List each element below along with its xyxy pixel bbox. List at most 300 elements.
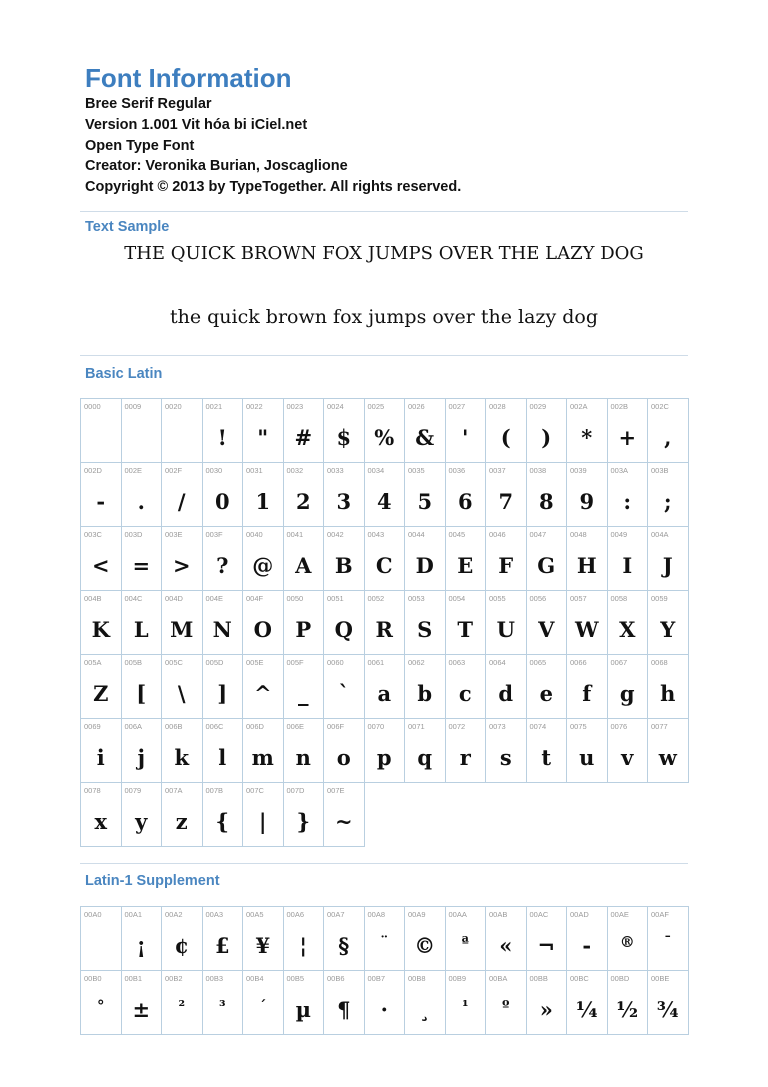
codepoint-label: 00B3 (205, 974, 224, 983)
glyph-sample: ¢ (174, 933, 190, 958)
codepoint-label: 0036 (448, 466, 466, 475)
glyph-cell (122, 971, 163, 1035)
codepoint-label: 00A9 (408, 910, 426, 919)
glyph-sample: W (574, 617, 599, 642)
glyph-cell (567, 463, 608, 527)
codepoint-label: 0041 (286, 530, 304, 539)
glyph-cell (648, 399, 689, 463)
codepoint-label: 006F (327, 722, 345, 731)
glyph-cell (648, 971, 689, 1035)
glyph-sample: ¹ (461, 997, 469, 1015)
glyph-cell (608, 971, 649, 1035)
codepoint-label: 006C (205, 722, 224, 731)
glyph-sample: ¶ (337, 997, 351, 1022)
glyph-cell (365, 399, 406, 463)
glyph-sample: L (133, 617, 149, 642)
glyph-cell (162, 463, 203, 527)
glyph-sample: ¬ (537, 933, 556, 958)
basic-latin-glyph-grid (80, 398, 689, 847)
glyph-cell (324, 527, 365, 591)
codepoint-label: 005F (286, 658, 304, 667)
glyph-sample: i (96, 745, 105, 770)
glyph-sample: & (415, 425, 435, 450)
glyph-cell (486, 719, 527, 783)
glyph-cell (446, 463, 487, 527)
glyph-cell (527, 655, 568, 719)
font-name: Bree Serif Regular (85, 96, 212, 112)
glyph-sample: b (417, 681, 433, 706)
glyph-cell (567, 527, 608, 591)
codepoint-label: 00AF (651, 910, 669, 919)
codepoint-label: 0039 (570, 466, 587, 475)
codepoint-label: 0046 (489, 530, 506, 539)
glyph-sample: ª (461, 933, 469, 951)
codepoint-label: 00AD (570, 910, 589, 919)
glyph-sample: ] (217, 681, 228, 706)
glyph-sample: Y (660, 617, 676, 642)
glyph-sample: s (499, 745, 512, 770)
glyph-sample: * (581, 425, 593, 450)
codepoint-label: 0073 (489, 722, 506, 731)
glyph-sample: · (380, 997, 388, 1022)
codepoint-label: 0032 (286, 466, 304, 475)
codepoint-label: 003E (165, 530, 183, 539)
codepoint-label: 004F (246, 594, 264, 603)
glyph-sample: o (336, 745, 351, 770)
codepoint-label: 007A (165, 786, 183, 795)
glyph-sample: ® (619, 933, 635, 951)
codepoint-label: 0045 (448, 530, 466, 539)
glyph-sample: 0 (214, 489, 230, 514)
divider (80, 863, 688, 864)
divider (80, 355, 688, 356)
codepoint-label: 0051 (327, 594, 344, 603)
codepoint-label: 002A (570, 402, 588, 411)
glyph-sample: ¯ (664, 933, 672, 951)
glyph-sample: ) (541, 425, 552, 450)
codepoint-label: 0052 (367, 594, 385, 603)
glyph-sample: ; (663, 489, 672, 514)
codepoint-label: 00AA (448, 910, 467, 919)
glyph-cell (203, 655, 244, 719)
glyph-sample: Z (93, 681, 109, 706)
glyph-cell (648, 591, 689, 655)
codepoint-label: 0031 (246, 466, 263, 475)
font-info-block (85, 94, 461, 198)
codepoint-label: 0028 (489, 402, 506, 411)
glyph-sample: r (459, 745, 471, 770)
glyph-cell (122, 719, 163, 783)
glyph-sample: ¾ (656, 997, 679, 1022)
codepoint-label: 00BB (529, 974, 548, 983)
glyph-cell (162, 907, 203, 971)
codepoint-label: 0027 (448, 402, 466, 411)
codepoint-label: 003D (124, 530, 143, 539)
codepoint-label: 0060 (327, 658, 344, 667)
glyph-sample: + (618, 425, 637, 450)
codepoint-label: 007B (205, 786, 224, 795)
glyph-sample: / (177, 489, 186, 514)
glyph-cell (122, 463, 163, 527)
glyph-cell (243, 399, 284, 463)
sample-uppercase: THE QUICK BROWN FOX JUMPS OVER THE LAZY DOG (124, 243, 644, 264)
glyph-cell (284, 971, 325, 1035)
codepoint-label: 00B8 (408, 974, 426, 983)
glyph-sample: " (257, 425, 269, 450)
text-sample-heading: Text Sample (85, 219, 170, 235)
codepoint-label: 0056 (529, 594, 547, 603)
glyph-sample: h (660, 681, 676, 706)
codepoint-label: 0078 (84, 786, 101, 795)
codepoint-label: 00BC (570, 974, 589, 983)
glyph-cell (608, 591, 649, 655)
glyph-sample: ` (338, 681, 349, 706)
codepoint-label: 005D (205, 658, 224, 667)
glyph-cell (122, 783, 163, 847)
codepoint-label: 003B (651, 466, 669, 475)
glyph-cell (324, 971, 365, 1035)
glyph-sample: f (582, 681, 592, 706)
codepoint-label: 0075 (570, 722, 587, 731)
glyph-sample: z (175, 809, 188, 834)
codepoint-label: 00A2 (165, 910, 183, 919)
glyph-sample: y (135, 809, 148, 834)
glyph-sample: µ (295, 997, 311, 1022)
glyph-cell (648, 655, 689, 719)
codepoint-label: 0023 (286, 402, 304, 411)
glyph-cell (81, 907, 122, 971)
glyph-cell (284, 719, 325, 783)
codepoint-label: 00B5 (286, 974, 305, 983)
glyph-cell (405, 655, 446, 719)
codepoint-label: 002D (84, 466, 102, 475)
glyph-cell (446, 971, 487, 1035)
glyph-cell (81, 783, 122, 847)
glyph-sample: G (537, 553, 556, 578)
codepoint-label: 006D (246, 722, 264, 731)
glyph-sample: 5 (417, 489, 433, 514)
glyph-sample: - (96, 489, 106, 514)
glyph-sample: w (658, 745, 677, 770)
glyph-sample: V (538, 617, 555, 642)
codepoint-label: 003A (610, 466, 629, 475)
codepoint-label: 0033 (327, 466, 344, 475)
glyph-sample: , (664, 425, 672, 450)
codepoint-label: 0047 (529, 530, 547, 539)
glyph-sample: u (579, 745, 595, 770)
codepoint-label: 0070 (367, 722, 385, 731)
codepoint-label: 005A (84, 658, 102, 667)
glyph-cell (608, 399, 649, 463)
glyph-cell (284, 463, 325, 527)
glyph-sample: ¦ (299, 933, 308, 958)
codepoint-label: 0057 (570, 594, 587, 603)
glyph-sample: ' (462, 425, 469, 450)
codepoint-label: 0079 (124, 786, 142, 795)
codepoint-label: 0062 (408, 658, 425, 667)
glyph-sample: 2 (295, 489, 311, 514)
latin1-supplement-glyph-grid (80, 906, 689, 1035)
codepoint-label: 002B (610, 402, 629, 411)
codepoint-label: 002E (124, 466, 143, 475)
codepoint-label: 005C (165, 658, 183, 667)
glyph-sample: : (623, 489, 632, 514)
glyph-sample: P (295, 617, 312, 642)
sample-lowercase: the quick brown fox jumps over the lazy dog (169, 306, 599, 328)
glyph-sample: v (621, 745, 634, 770)
glyph-sample: ° (97, 997, 105, 1015)
glyph-cell (243, 783, 284, 847)
glyph-cell (365, 655, 406, 719)
glyph-cell (81, 591, 122, 655)
glyph-sample: 6 (457, 489, 473, 514)
glyph-sample: ? (216, 553, 229, 578)
codepoint-label: 0024 (327, 402, 344, 411)
codepoint-label: 004D (165, 594, 183, 603)
glyph-cell (365, 907, 406, 971)
codepoint-label: 0026 (408, 402, 425, 411)
glyph-sample: 3 (336, 489, 352, 514)
codepoint-label: 0072 (448, 722, 466, 731)
glyph-sample: § (338, 933, 350, 958)
divider (80, 211, 688, 212)
glyph-cell (324, 719, 365, 783)
glyph-sample: ³ (218, 997, 226, 1015)
glyph-sample: g (619, 681, 635, 706)
glyph-cell (365, 591, 406, 655)
codepoint-label: 0021 (205, 402, 223, 411)
glyph-cell (527, 591, 568, 655)
glyph-cell (324, 655, 365, 719)
glyph-sample: - (582, 933, 592, 958)
glyph-cell (203, 719, 244, 783)
codepoint-label: 00BE (651, 974, 670, 983)
glyph-cell (567, 907, 608, 971)
codepoint-label: 00AE (610, 910, 629, 919)
glyph-cell (284, 591, 325, 655)
glyph-cell (162, 971, 203, 1035)
glyph-cell (486, 591, 527, 655)
glyph-sample: t (541, 745, 552, 770)
glyph-sample: x (94, 809, 108, 834)
glyph-sample: F (498, 553, 514, 578)
glyph-cell (486, 655, 527, 719)
glyph-sample: a (377, 681, 392, 706)
glyph-cell (81, 527, 122, 591)
glyph-cell (446, 907, 487, 971)
codepoint-label: 0029 (529, 402, 547, 411)
glyph-cell (324, 463, 365, 527)
glyph-sample: 4 (376, 489, 392, 514)
glyph-sample: l (218, 745, 227, 770)
glyph-cell (486, 463, 527, 527)
glyph-cell (405, 907, 446, 971)
glyph-cell (486, 971, 527, 1035)
codepoint-label: 0071 (408, 722, 425, 731)
glyph-cell (365, 971, 406, 1035)
codepoint-label: 0035 (408, 466, 425, 475)
glyph-sample: < (91, 553, 110, 578)
glyph-sample: O (253, 617, 272, 642)
codepoint-label: 00A7 (327, 910, 345, 919)
glyph-sample: p (376, 745, 392, 770)
glyph-sample: \ (177, 681, 186, 706)
glyph-cell (446, 719, 487, 783)
glyph-cell (284, 783, 325, 847)
glyph-cell (365, 719, 406, 783)
glyph-cell (81, 655, 122, 719)
glyph-sample: ¨ (380, 933, 388, 951)
codepoint-label: 00B0 (84, 974, 102, 983)
glyph-sample: R (375, 617, 393, 642)
codepoint-label: 006B (165, 722, 183, 731)
glyph-sample: % (374, 425, 395, 450)
glyph-cell (203, 971, 244, 1035)
glyph-cell (81, 463, 122, 527)
glyph-cell (162, 655, 203, 719)
codepoint-label: 00BD (610, 974, 630, 983)
glyph-cell (81, 971, 122, 1035)
glyph-sample: | (258, 809, 267, 834)
glyph-cell (567, 399, 608, 463)
glyph-cell (446, 655, 487, 719)
glyph-sample: ¸ (419, 997, 430, 1022)
codepoint-label: 0076 (610, 722, 628, 731)
glyph-sample: # (294, 425, 313, 450)
glyph-sample: N (212, 617, 232, 642)
glyph-sample: B (334, 553, 353, 578)
glyph-sample: J (662, 553, 673, 578)
page-title: Font Information (85, 63, 292, 93)
codepoint-label: 00A1 (124, 910, 143, 919)
glyph-cell (648, 463, 689, 527)
glyph-cell (162, 527, 203, 591)
codepoint-label: 00AC (529, 910, 549, 919)
glyph-sample: @ (252, 553, 274, 578)
codepoint-label: 0061 (367, 658, 385, 667)
glyph-cell (243, 527, 284, 591)
glyph-cell (486, 527, 527, 591)
codepoint-label: 0034 (367, 466, 385, 475)
glyph-sample: . (137, 489, 145, 514)
latin1-supplement-heading: Latin-1 Supplement (85, 873, 220, 889)
codepoint-label: 0009 (124, 402, 142, 411)
codepoint-label: 0030 (205, 466, 223, 475)
glyph-cell (567, 591, 608, 655)
codepoint-label: 0063 (448, 658, 466, 667)
glyph-sample: { (215, 809, 229, 834)
codepoint-label: 00A5 (246, 910, 264, 919)
glyph-sample: } (296, 809, 310, 834)
codepoint-label: 0042 (327, 530, 344, 539)
codepoint-label: 0050 (286, 594, 304, 603)
glyph-sample: $ (336, 425, 352, 450)
codepoint-label: 005B (124, 658, 143, 667)
codepoint-label: 006E (286, 722, 305, 731)
glyph-sample: K (91, 617, 110, 642)
codepoint-label: 0067 (610, 658, 628, 667)
glyph-sample: k (174, 745, 190, 770)
codepoint-label: 0038 (529, 466, 547, 475)
glyph-sample: 9 (579, 489, 595, 514)
glyph-cell (243, 971, 284, 1035)
glyph-sample: T (457, 617, 474, 642)
glyph-sample: I (622, 553, 633, 578)
codepoint-label: 00BA (489, 974, 508, 983)
glyph-cell (527, 971, 568, 1035)
codepoint-label: 00AB (489, 910, 508, 919)
codepoint-label: 0066 (570, 658, 587, 667)
codepoint-label: 0069 (84, 722, 101, 731)
glyph-sample: ² (178, 997, 186, 1015)
glyph-cell (162, 399, 203, 463)
glyph-cell (608, 907, 649, 971)
codepoint-label: 0058 (610, 594, 628, 603)
glyph-cell (405, 527, 446, 591)
glyph-sample: M (170, 617, 194, 642)
codepoint-label: 002F (165, 466, 183, 475)
glyph-cell (324, 783, 365, 847)
codepoint-label: 002C (651, 402, 669, 411)
codepoint-label: 0000 (84, 402, 101, 411)
glyph-sample: H (576, 553, 597, 578)
codepoint-label: 0068 (651, 658, 668, 667)
glyph-sample: C (375, 553, 393, 578)
codepoint-label: 0020 (165, 402, 182, 411)
glyph-cell (203, 463, 244, 527)
glyph-cell (446, 527, 487, 591)
codepoint-label: 0064 (489, 658, 506, 667)
glyph-cell (527, 907, 568, 971)
glyph-sample: j (137, 745, 146, 770)
codepoint-label: 0059 (651, 594, 668, 603)
codepoint-label: 0037 (489, 466, 506, 475)
glyph-sample: Q (334, 617, 353, 642)
glyph-cell (162, 783, 203, 847)
font-copyright: Copyright © 2013 by TypeTogether. All rights reserved. (85, 179, 462, 196)
glyph-cell (567, 719, 608, 783)
glyph-cell (243, 907, 284, 971)
glyph-cell (648, 907, 689, 971)
glyph-cell (243, 655, 284, 719)
glyph-sample: ½ (616, 997, 639, 1022)
glyph-sample: d (498, 681, 514, 706)
codepoint-label: 00A3 (205, 910, 224, 919)
glyph-cell (81, 719, 122, 783)
codepoint-label: 003F (205, 530, 223, 539)
glyph-cell (608, 527, 649, 591)
glyph-cell (527, 527, 568, 591)
codepoint-label: 003C (84, 530, 102, 539)
codepoint-label: 00A0 (84, 910, 102, 919)
glyph-sample: ¡ (136, 933, 146, 958)
codepoint-label: 0055 (489, 594, 506, 603)
codepoint-label: 0053 (408, 594, 425, 603)
codepoint-label: 0025 (367, 402, 385, 411)
glyph-cell (122, 655, 163, 719)
codepoint-label: 0043 (367, 530, 385, 539)
glyph-sample: X (619, 617, 636, 642)
glyph-cell (567, 971, 608, 1035)
glyph-sample: 1 (255, 489, 271, 514)
codepoint-label: 00A6 (286, 910, 305, 919)
glyph-sample: n (295, 745, 311, 770)
glyph-cell (365, 527, 406, 591)
glyph-cell (243, 463, 284, 527)
glyph-sample: º (502, 997, 510, 1015)
glyph-cell (284, 399, 325, 463)
glyph-cell (284, 907, 325, 971)
